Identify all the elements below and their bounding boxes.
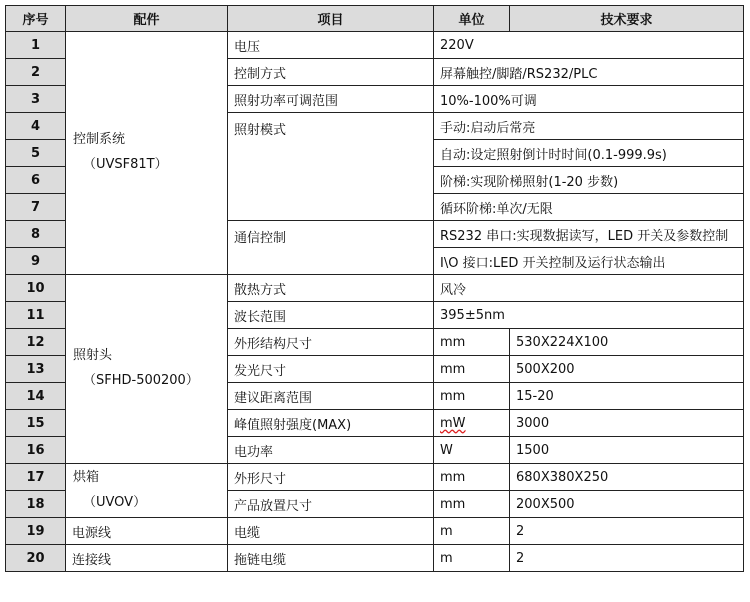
row-value: I\O 接口:LED 开关控制及运行状态输出 [434,248,744,275]
row-seq: 12 [6,329,66,356]
table-row [6,32,744,59]
row-seq: 3 [6,86,66,113]
row-seq: 8 [6,221,66,248]
row-value: 循环阶梯:单次/无限 [434,194,744,221]
row-item: 发光尺寸 [228,356,434,383]
row-seq: 14 [6,383,66,410]
accessory-model: （SFHD-500200） [83,373,199,388]
row-item: 散热方式 [228,275,434,302]
header-unit: 单位 [434,6,510,32]
header-accessory: 配件 [66,6,228,32]
row-unit: m [434,545,510,572]
row-seq: 2 [6,59,66,86]
accessory-irradiation-head [66,275,228,464]
row-value: 1500 [510,437,744,464]
accessory-name: 控制系统 [73,132,126,148]
table-row [6,464,744,491]
row-value: 680X380X250 [510,464,744,491]
row-item: 建议距离范围 [228,383,434,410]
row-seq: 13 [6,356,66,383]
row-value: 屏幕触控/脚踏/RS232/PLC [434,59,744,86]
row-value: 15-20 [510,383,744,410]
row-value: RS232 串口:实现数据读写，LED 开关及参数控制 [434,221,744,248]
table-row [6,518,744,545]
accessory-name: 烘箱 [73,469,100,485]
row-seq: 11 [6,302,66,329]
row-seq: 5 [6,140,66,167]
row-item: 电压 [228,32,434,59]
row-value: 手动:启动后常亮 [434,113,744,140]
row-value: 220V [434,32,744,59]
row-value: 2 [510,518,744,545]
row-item: 峰值照射强度(MAX) [228,410,434,437]
row-unit: mm [434,329,510,356]
accessory-control-system [66,32,228,275]
row-value: 阶梯:实现阶梯照射(1-20 步数) [434,167,744,194]
header-item: 项目 [228,6,434,32]
row-seq: 7 [6,194,66,221]
row-unit: m [434,518,510,545]
accessory-model: （UVSF81T） [83,157,168,172]
header-spec: 技术要求 [510,6,744,32]
row-value: 10%-100%可调 [434,86,744,113]
row-seq: 15 [6,410,66,437]
row-seq: 16 [6,437,66,464]
row-item: 拖链电缆 [228,545,434,572]
row-value: 风冷 [434,275,744,302]
accessory-name: 照射头 [73,348,113,364]
row-seq: 19 [6,518,66,545]
row-seq: 4 [6,113,66,140]
unit-text: mW [440,415,466,431]
row-item: 电功率 [228,437,434,464]
row-item: 外形尺寸 [228,464,434,491]
spec-table [5,5,744,572]
row-unit: mm [434,383,510,410]
header-seq: 序号 [6,6,66,32]
row-unit: mm [434,356,510,383]
row-item: 通信控制 [228,221,434,275]
accessory-power-cable: 电源线 [66,518,228,545]
row-seq: 1 [6,32,66,59]
row-unit [434,410,510,437]
row-value: 395±5nm [434,302,744,329]
row-unit: mm [434,491,510,518]
row-value: 530X224X100 [510,329,744,356]
row-value: 2 [510,545,744,572]
row-value: 500X200 [510,356,744,383]
row-item: 照射功率可调范围 [228,86,434,113]
row-item: 电缆 [228,518,434,545]
accessory-oven [66,464,228,518]
row-item: 外形结构尺寸 [228,329,434,356]
accessory-connection-cable: 连接线 [66,545,228,572]
row-item: 产品放置尺寸 [228,491,434,518]
row-seq: 17 [6,464,66,491]
row-item: 控制方式 [228,59,434,86]
row-value: 自动:设定照射倒计时时间(0.1-999.9s) [434,140,744,167]
row-value: 3000 [510,410,744,437]
table-row [6,275,744,302]
row-value: 200X500 [510,491,744,518]
row-item: 波长范围 [228,302,434,329]
row-seq: 18 [6,491,66,518]
table-row [6,545,744,572]
row-unit: mm [434,464,510,491]
accessory-model: （UVOV） [83,494,147,510]
row-seq: 6 [6,167,66,194]
row-unit: W [434,437,510,464]
row-seq: 10 [6,275,66,302]
row-item: 照射模式 [228,113,434,221]
row-seq: 9 [6,248,66,275]
row-seq: 20 [6,545,66,572]
header-row [6,6,744,32]
